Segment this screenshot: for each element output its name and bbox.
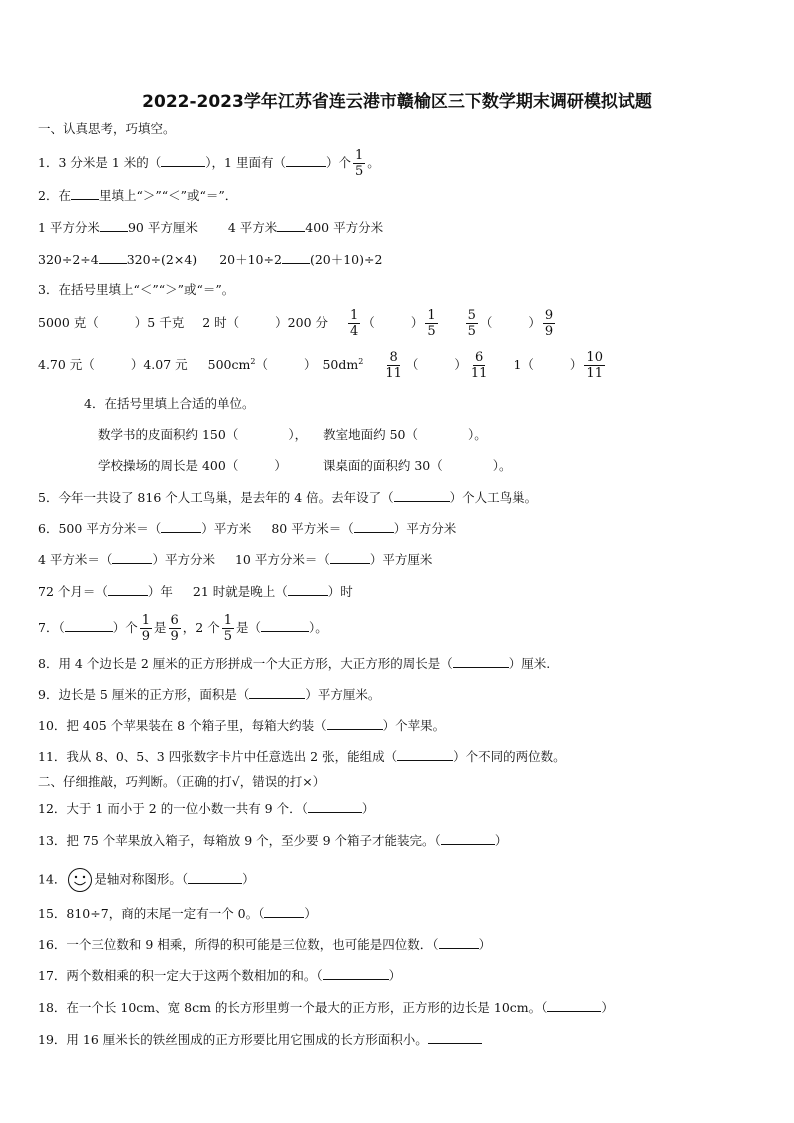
question-2-row-2: 320÷2÷4 320÷(2×4) 20＋10÷2 (20＋10)÷2 (38, 252, 383, 267)
question-11: 11．我从 8、0、5、3 四张数字卡片中任意选出 2 张，能组成（ ）个不同的两位数。 (38, 749, 566, 764)
smiley-face-icon (67, 867, 93, 893)
question-12: 12．大于 1 而小于 2 的一位小数一共有 9 个．（ ） (38, 801, 375, 816)
page-title: 2022-2023学年江苏省连云港市赣榆区三下数学期末调研模拟试题 (142, 92, 652, 112)
question-16: 16．一个三位数和 9 相乘，所得的积可能是三位数，也可能是四位数．（ ） (38, 937, 492, 952)
question-1: 1．3 分米是 1 米的（ ），1 里面有（ ）个 $\frac{1}{5}$ 。 (38, 148, 380, 179)
answer-blank[interactable] (112, 550, 152, 564)
answer-blank[interactable] (323, 966, 389, 980)
answer-blank[interactable] (394, 488, 450, 502)
question-5: 5．今年一共设了 816 个人工鸟巢，是去年的 4 倍。去年设了（ ）个人工鸟巢。 (38, 490, 538, 505)
answer-blank[interactable] (99, 250, 127, 264)
answer-blank[interactable] (288, 582, 328, 596)
answer-blank[interactable] (161, 519, 201, 533)
answer-blank[interactable] (277, 218, 305, 232)
answer-blank[interactable] (261, 618, 309, 632)
question-3-row-2: 4.70 元（ ）4.07 元 $500cm^2$（ ） $50dm^2$ $\frac{8}{11}$ （ ） $\frac{6}{11}$ 1（ ） $\frac{10}{11}$ (38, 350, 603, 381)
answer-blank[interactable] (108, 582, 148, 596)
question-4-row-2: 学校操场的周长是 400（ ） 课桌面的面积约 30（ ）。 (98, 458, 512, 473)
section-2-heading: 二、仔细推敲，巧判断。（正确的打√，错误的打×） (38, 774, 326, 789)
answer-blank[interactable] (308, 799, 362, 813)
question-19: 19．用 16 厘米长的铁丝围成的正方形要比用它围成的长方形面积小。 (38, 1030, 482, 1049)
question-10: 10．把 405 个苹果装在 8 个箱子里，每箱大约装（ ）个苹果。 (38, 718, 446, 733)
answer-blank[interactable] (100, 218, 128, 232)
answer-blank[interactable] (428, 1030, 482, 1044)
question-6-row-3: 72 个月＝（ ）年 21 时就是晚上（ ）时 (38, 584, 353, 599)
question-15: 15．810÷7，商的末尾一定有一个 0。（ ） (38, 906, 317, 921)
answer-blank[interactable] (327, 716, 383, 730)
answer-blank[interactable] (65, 618, 113, 632)
answer-blank[interactable] (547, 998, 601, 1012)
answer-blank[interactable] (71, 186, 99, 200)
answer-blank[interactable] (441, 831, 495, 845)
section-1-heading: 一、认真思考，巧填空。 (38, 121, 176, 136)
answer-blank[interactable] (188, 870, 242, 884)
question-7: 7．（ ）个 $\frac{1}{9}$ 是 $\frac{6}{9}$ ，2 个 $\frac{1}{5}$ 是（ ）。 (38, 613, 328, 644)
answer-blank[interactable] (282, 250, 310, 264)
question-6: 6．500 平方分米＝（ ）平方米 80 平方米＝（ ）平方分米 (38, 521, 457, 536)
question-2: 2．在 里填上“＞”“＜”或“＝”． (38, 188, 238, 203)
answer-blank[interactable] (161, 153, 205, 167)
question-4: 4．在括号里填上合适的单位。 (84, 396, 255, 411)
question-14: 14． 是轴对称图形。（ ） (38, 867, 255, 893)
answer-blank[interactable] (439, 935, 479, 949)
answer-blank[interactable] (249, 685, 305, 699)
question-4-row-1: 数学书的皮面积约 150（ ）， 教室地面约 50（ ）。 (98, 427, 487, 442)
answer-blank[interactable] (330, 550, 370, 564)
answer-blank[interactable] (354, 519, 394, 533)
question-13: 13．把 75 个苹果放入箱子，每箱放 9 个，至少要 9 个箱子才能装完。（ ） (38, 833, 508, 848)
question-17: 17．两个数相乘的积一定大于这两个数相加的和。（ ） (38, 968, 402, 983)
question-18: 18．在一个长 10cm、宽 8cm 的长方形里剪一个最大的正方形，正方形的边长是 10cm。（ ） (38, 1000, 614, 1015)
question-9: 9．边长是 5 厘米的正方形，面积是（ ）平方厘米。 (38, 687, 381, 702)
answer-blank[interactable] (397, 747, 453, 761)
answer-blank[interactable] (286, 153, 326, 167)
question-3-row-1: 5000 克（ ）5 千克 2 时（ ）200 分 $\frac{1}{4}$ （ ） $\frac{1}{5}$ $\frac{5}{5}$ （ ） $\frac{9}{9}$ (38, 308, 554, 339)
question-6-row-2: 4 平方米＝（ ）平方分米 10 平方分米＝（ ）平方厘米 (38, 552, 433, 567)
question-8: 8．用 4 个边长是 2 厘米的正方形拼成一个大正方形，大正方形的周长是（ ）厘米. (38, 656, 551, 671)
question-2-row-1: 1 平方分米 90 平方厘米 4 平方米 400 平方分米 (38, 220, 384, 235)
question-3: 3．在括号里填上“＜”“＞”或“＝”。 (38, 282, 235, 297)
answer-blank[interactable] (453, 654, 509, 668)
fraction: $\frac{1}{5}$ (354, 148, 364, 179)
answer-blank[interactable] (264, 904, 304, 918)
